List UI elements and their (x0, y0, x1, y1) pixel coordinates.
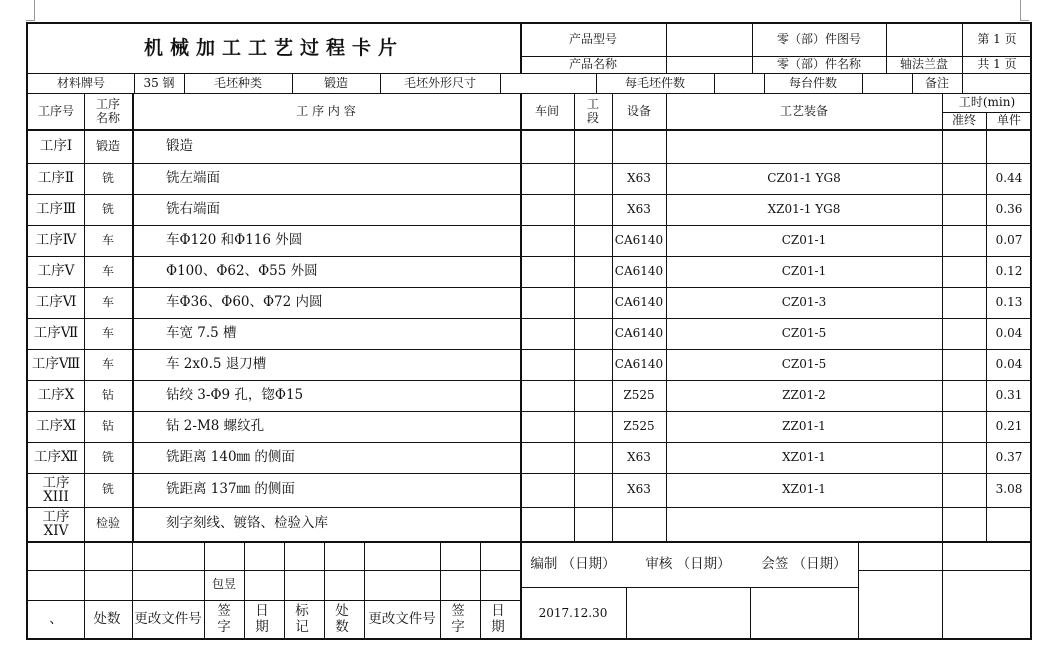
grid-line-horizontal (28, 349, 1032, 350)
grid-line-vertical (284, 541, 285, 640)
crop-mark-left (26, 0, 35, 21)
op-tooling: CZ01-1 (781, 232, 827, 247)
op-unit-time: 0.13 (995, 294, 1023, 309)
grid-line-vertical (750, 587, 751, 640)
footer-mark-2: 标记 (295, 603, 309, 635)
col-tooling: 工艺装备 (779, 104, 828, 119)
op-equipment: CA6140 (614, 263, 664, 278)
op-name: 铣 (101, 170, 114, 185)
op-equipment (612, 507, 666, 541)
op-name: 铣 (101, 201, 114, 216)
op-number: 工序Ⅲ (35, 200, 77, 217)
col-equipment: 设备 (626, 104, 651, 119)
grid-line-vertical (84, 541, 85, 640)
card-title: 机械加工工艺过程卡片 (143, 36, 404, 59)
grid-line-horizontal (28, 570, 520, 571)
remark-label: 备注 (924, 76, 949, 91)
grid-line-vertical (596, 73, 597, 93)
op-equipment: CA6140 (614, 325, 664, 340)
per-unit-label: 每台件数 (788, 76, 837, 91)
op-name: 车 (101, 356, 114, 371)
product-name-value (666, 56, 752, 73)
col-section-line1: 工 (586, 97, 599, 112)
grid-line-vertical (858, 541, 859, 640)
grid-line-vertical (204, 541, 205, 640)
grid-line-horizontal (942, 112, 1032, 113)
op-name: 锻造 (95, 139, 120, 154)
grid-line-vertical (764, 73, 765, 93)
grid-line-horizontal (520, 587, 858, 588)
grid-line-vertical (912, 73, 913, 93)
grid-line-vertical (380, 73, 381, 93)
grid-line-vertical (714, 73, 715, 93)
part-name-value: 轴法兰盘 (899, 56, 948, 71)
grid-line-vertical (862, 73, 863, 93)
grid-line-horizontal (28, 225, 1032, 226)
col-op-name-line1: 工序 (95, 97, 120, 112)
grid-line-horizontal (28, 287, 1032, 288)
footer-baozhuang: 包昱 (211, 577, 236, 592)
page-number: 第 1 页 (977, 32, 1017, 47)
col-op-number: 工序号 (37, 104, 74, 119)
per-unit-value (862, 74, 912, 94)
blank-size-value (500, 74, 596, 94)
grid-line-horizontal (28, 93, 1032, 94)
grid-line-horizontal (28, 507, 1032, 508)
grid-line-vertical (986, 112, 987, 541)
blank-type-label: 毛坯种类 (213, 76, 262, 91)
op-number: 工序Ⅻ (34, 448, 78, 465)
op-name: 车 (101, 294, 114, 309)
col-op-name-line2: 名称 (95, 111, 120, 125)
grid-line-vertical (132, 541, 133, 640)
op-unit-time: 0.44 (995, 170, 1023, 185)
material-grade-value: 35 钢 (143, 76, 175, 91)
grid-line-vertical (500, 73, 501, 93)
op-unit-time: 0.04 (995, 356, 1023, 371)
footer-compile: 编制 （日期） (530, 556, 616, 573)
footer-count-1: 处数 (93, 611, 121, 628)
op-number: 工序Ⅵ (35, 293, 77, 310)
op-content: Φ100、Φ62、Φ55 外圆 (166, 262, 318, 279)
part-number-label: 零（部）件图号 (776, 32, 861, 47)
footer-count-2: 处数 (335, 603, 349, 635)
op-unit-time: 0.31 (995, 387, 1023, 402)
grid-line-horizontal (28, 600, 520, 601)
col-section-line2: 段 (586, 111, 599, 125)
grid-line-vertical (666, 24, 667, 73)
col-op-name (84, 94, 132, 130)
process-card (26, 22, 1032, 640)
op-unit-time (986, 131, 1032, 163)
grid-line-vertical (480, 541, 481, 640)
op-name: 检验 (95, 516, 120, 531)
grid-line-vertical (962, 73, 963, 93)
grid-line-vertical (292, 73, 293, 93)
grid-line-vertical (134, 73, 135, 93)
op-number: 工序Ⅺ (35, 417, 77, 434)
op-tooling: XZ01-1 (782, 482, 826, 497)
op-name: 车 (101, 232, 114, 247)
op-content: 车 2x0.5 退刀槽 (166, 355, 267, 372)
op-equipment: CA6140 (614, 294, 664, 309)
grid-line-vertical (666, 93, 667, 541)
op-tooling: ZZ01-1 (782, 418, 826, 433)
grid-line-horizontal (28, 318, 1032, 319)
col-workshop: 车间 (534, 104, 559, 119)
grid-line-horizontal (28, 442, 1032, 443)
grid-line-vertical (626, 587, 627, 640)
crop-mark-right (1020, 0, 1029, 21)
op-tooling: CZ01-5 (781, 356, 827, 371)
grid-line-vertical (364, 541, 365, 640)
blank-type-value: 锻造 (323, 76, 348, 91)
op-number: 工序Ⅶ (33, 324, 79, 341)
grid-line-vertical (84, 93, 85, 541)
grid-line-vertical (942, 541, 943, 640)
per-blank-label: 每毛坯件数 (624, 76, 685, 91)
op-number: 工序XIII (42, 474, 70, 505)
grid-line-horizontal (28, 380, 1032, 381)
op-equipment: X63 (627, 170, 651, 185)
op-number: 工序Ⅱ (37, 169, 75, 186)
grid-line-vertical (440, 541, 441, 640)
grid-line-horizontal (520, 56, 1032, 57)
grid-line-horizontal (28, 541, 1032, 543)
op-tooling: ZZ01-2 (782, 387, 826, 402)
grid-line-horizontal (28, 256, 1032, 257)
total-pages: 共 1 页 (977, 56, 1017, 71)
op-number: 工序Ⅰ (39, 138, 73, 155)
part-name-label: 零（部）件名称 (776, 56, 861, 71)
remark-value (962, 74, 1032, 94)
op-content: 车Φ120 和Φ116 外圆 (166, 231, 303, 248)
grid-line-horizontal (28, 163, 1032, 164)
op-name: 钻 (101, 387, 114, 402)
op-equipment: CA6140 (614, 356, 664, 371)
grid-line-vertical (942, 93, 943, 541)
op-equipment: X63 (627, 482, 651, 497)
footer-compile-date: 2017.12.30 (538, 605, 608, 620)
footer-countersign: 会签 （日期） (761, 556, 847, 573)
op-unit-time: 3.08 (995, 482, 1023, 497)
product-name-label: 产品名称 (568, 56, 617, 71)
op-number: 工序Ⅴ (37, 262, 75, 279)
footer-mark-1: 、 (49, 611, 63, 628)
op-tooling: CZ01-3 (781, 294, 827, 309)
op-content: 钻绞 3-Φ9 孔，锪Φ15 (166, 386, 304, 403)
grid-line-horizontal (28, 411, 1032, 412)
op-equipment (612, 131, 666, 163)
per-blank-value (714, 74, 764, 94)
footer-date-1: 日期 (255, 603, 269, 635)
op-unit-time: 0.36 (995, 201, 1023, 216)
op-tooling: XZ01-1 YG8 (767, 201, 841, 216)
op-name: 铣 (101, 449, 114, 464)
op-equipment: Z525 (623, 387, 655, 402)
op-content: 车Φ36、Φ60、Φ72 内圆 (166, 293, 323, 310)
grid-line-horizontal (28, 129, 1032, 131)
grid-line-horizontal (858, 570, 1032, 571)
footer-change-doc-2: 更改文件号 (368, 611, 436, 628)
op-unit-time: 0.12 (995, 263, 1023, 278)
op-unit-time (986, 507, 1032, 541)
grid-line-vertical (184, 73, 185, 93)
footer-sign-1: 签字 (217, 603, 231, 635)
op-name: 车 (101, 263, 114, 278)
op-content: 锻造 (166, 138, 193, 155)
op-unit-time: 0.21 (995, 418, 1023, 433)
grid-line-vertical (962, 24, 963, 73)
op-equipment: CA6140 (614, 232, 664, 247)
blank-size-label: 毛坯外形尺寸 (403, 76, 476, 91)
footer-change-doc-1: 更改文件号 (134, 611, 202, 628)
grid-line-horizontal (28, 194, 1032, 195)
op-content: 车宽 7.5 槽 (166, 324, 237, 341)
op-number: 工序XIV (42, 508, 70, 539)
op-number: 工序Ⅳ (35, 231, 77, 248)
grid-line-vertical (752, 24, 753, 73)
op-name: 钻 (101, 418, 114, 433)
op-content: 铣右端面 (166, 200, 220, 217)
op-tooling (666, 131, 942, 163)
col-prep-time: 准终 (951, 113, 976, 128)
grid-line-vertical (520, 24, 522, 73)
footer-sign-2: 签字 (451, 603, 465, 635)
grid-line-horizontal (28, 473, 1032, 474)
op-unit-time: 0.37 (995, 449, 1023, 464)
grid-line-vertical (132, 93, 134, 541)
part-number-value (886, 24, 962, 56)
material-grade-label: 材料牌号 (56, 76, 105, 91)
op-equipment: Z525 (623, 418, 655, 433)
grid-line-vertical (612, 93, 613, 541)
col-op-content: 工 序 内 容 (296, 104, 356, 119)
col-section (574, 94, 612, 130)
op-tooling: CZ01-1 YG8 (767, 170, 841, 185)
grid-line-vertical (244, 541, 245, 640)
op-name: 车 (101, 325, 114, 340)
product-model-label: 产品型号 (568, 32, 617, 47)
footer-review: 审核 （日期） (645, 556, 731, 573)
op-number: 工序Ⅹ (37, 386, 75, 403)
col-work-time: 工时(min) (958, 95, 1016, 110)
op-content: 刻字刻线、镀铬、检验入库 (166, 515, 328, 532)
op-tooling: CZ01-1 (781, 263, 827, 278)
op-content: 钻 2-M8 螺纹孔 (166, 417, 265, 434)
op-content: 铣左端面 (166, 169, 220, 186)
op-name: 铣 (101, 482, 114, 497)
op-equipment: X63 (627, 201, 651, 216)
grid-line-vertical (324, 541, 325, 640)
op-tooling (666, 507, 942, 541)
op-number: 工序Ⅷ (31, 355, 81, 372)
footer-date-2: 日期 (491, 603, 505, 635)
op-content: 铣距离 137㎜ 的侧面 (166, 481, 295, 498)
op-unit-time: 0.04 (995, 325, 1023, 340)
grid-line-horizontal (28, 73, 1032, 74)
op-content: 铣距离 140㎜ 的侧面 (166, 448, 295, 465)
grid-line-vertical (886, 24, 887, 73)
op-unit-time: 0.07 (995, 232, 1023, 247)
op-tooling: XZ01-1 (782, 449, 826, 464)
grid-line-vertical (520, 93, 522, 640)
col-unit-time: 单件 (996, 113, 1021, 128)
product-model-value (666, 24, 752, 56)
op-equipment: X63 (627, 449, 651, 464)
op-tooling: CZ01-5 (781, 325, 827, 340)
grid-line-vertical (574, 93, 575, 541)
